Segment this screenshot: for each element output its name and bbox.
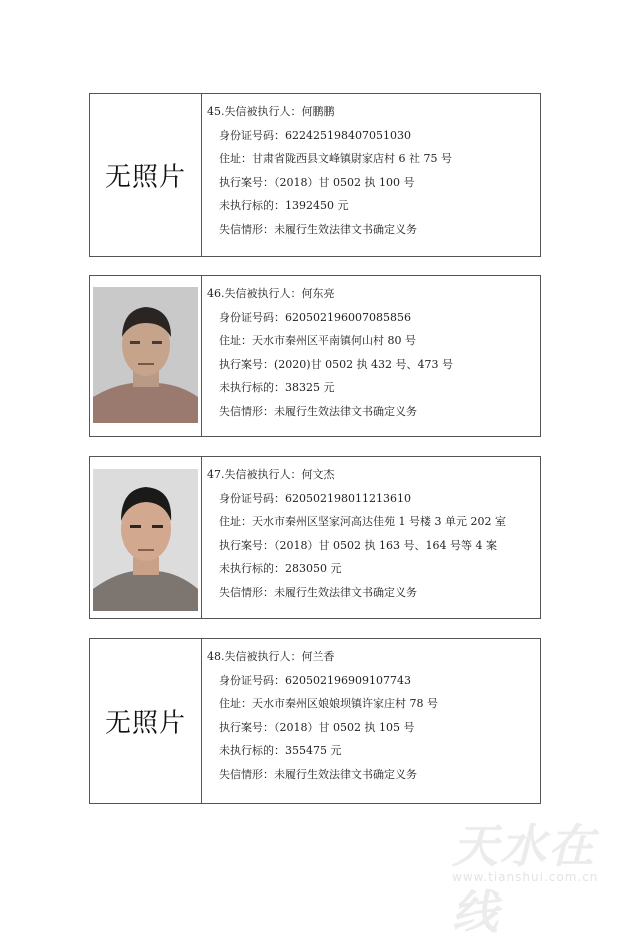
address: 住址：甘肃省陇西县文峰镇尉家店村 6 社 75 号 (219, 152, 452, 165)
unexecuted-amount: 未执行标的：38325 元 (219, 381, 335, 394)
id-number: 身份证号码：622425198407051030 (219, 128, 411, 142)
default-status: 失信情形：未履行生效法律文书确定义务 (219, 404, 417, 418)
case-number: 执行案号：（2018）甘 0502 执 105 号 (219, 720, 415, 734)
id-number: 身份证号码：620502198011213610 (219, 491, 411, 505)
photo-cell (90, 639, 202, 803)
record-card-47 (89, 456, 541, 619)
default-status: 失信情形：未履行生效法律文书确定义务 (219, 767, 417, 781)
unexecuted-amount: 未执行标的：355475 元 (219, 744, 342, 757)
debtor-title: 45.失信被执行人：何鹏鹏 (207, 105, 335, 118)
id-number: 身份证号码：620502196909107743 (219, 673, 411, 687)
record-card-48 (89, 638, 541, 804)
debtor-title: 46.失信被执行人：何东亮 (207, 287, 335, 300)
photo-cell (90, 276, 202, 436)
unexecuted-amount: 未执行标的：283050 元 (219, 562, 342, 575)
photo-cell (90, 94, 202, 256)
record-info (207, 282, 536, 423)
case-number: 执行案号：（2018）甘 0502 执 100 号 (219, 175, 415, 189)
watermark-logo: 天水在线 (452, 819, 596, 939)
record-card-45 (89, 93, 541, 257)
case-number: 执行案号：（2018）甘 0502 执 163 号、164 号等 4 案 (219, 538, 497, 552)
default-status: 失信情形：未履行生效法律文书确定义务 (219, 222, 417, 236)
address: 住址：天水市秦州区坚家河高达佳苑 1 号楼 3 单元 202 室 (219, 515, 506, 528)
debtor-title: 48.失信被执行人：何兰香 (207, 650, 335, 663)
id-number: 身份证号码：620502196007085856 (219, 310, 411, 324)
record-card-46 (89, 275, 541, 437)
debtor-title: 47.失信被执行人：何文杰 (207, 468, 335, 481)
person-photo (93, 287, 198, 423)
case-number: 执行案号：(2020)甘 0502 执 432 号、473 号 (219, 357, 454, 371)
address: 住址：天水市秦州区平南镇何山村 80 号 (219, 334, 416, 347)
no-photo-label: 无照片 (104, 162, 186, 193)
watermark-url: www.tianshui.com.cn (452, 870, 599, 884)
record-info (207, 645, 536, 786)
person-photo (93, 469, 198, 611)
record-info (207, 463, 536, 604)
address: 住址：天水市秦州区娘娘坝镇许家庄村 78 号 (219, 697, 438, 710)
no-photo-label: 无照片 (104, 708, 186, 739)
unexecuted-amount: 未执行标的：1392450 元 (219, 199, 349, 212)
record-info (207, 100, 536, 241)
photo-cell (90, 457, 202, 618)
default-status: 失信情形：未履行生效法律文书确定义务 (219, 585, 417, 599)
